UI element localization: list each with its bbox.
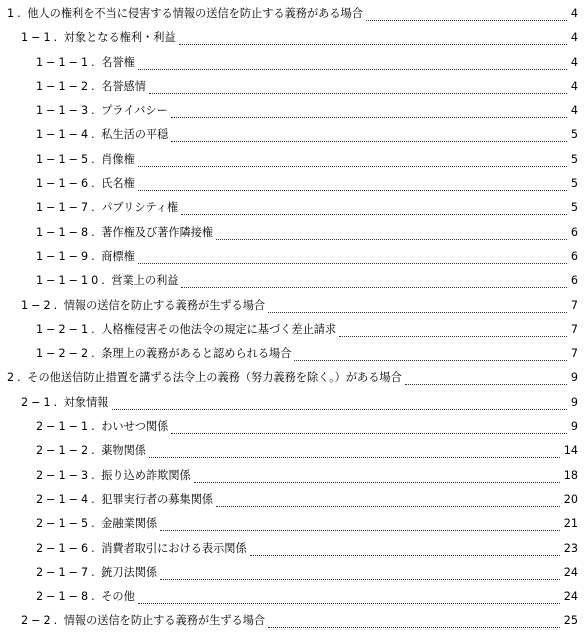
toc-entry-number: 2. [7, 371, 24, 385]
toc-entry-number: 2−1−2. [36, 444, 98, 458]
toc-dot-leader [179, 40, 567, 45]
toc-entry-number: 1−2−1. [36, 322, 98, 336]
toc-entry[interactable] [0, 99, 588, 123]
toc-dot-leader [149, 453, 560, 458]
toc-entry-title: わいせつ関係 [101, 420, 169, 434]
toc-entry[interactable] [0, 512, 588, 536]
toc-entry[interactable] [0, 415, 588, 439]
toc-entry-page-number: 6 [570, 274, 578, 288]
toc-entry-number: 1−1−10. [36, 274, 108, 288]
toc-dot-leader [339, 332, 567, 337]
toc-entry-title: 著作権及び著作隣接権 [101, 225, 214, 239]
toc-entry-number: 1−1−3. [36, 104, 98, 118]
toc-entry-title: 氏名権 [101, 177, 135, 191]
toc-entry-number: 1−2. [21, 298, 61, 312]
toc-entry-number: 1−1−9. [36, 249, 98, 263]
toc-entry[interactable] [0, 391, 588, 415]
toc-dot-leader [171, 137, 567, 142]
toc-entry-number: 1−1−2. [36, 79, 98, 93]
toc-entry-number: 1−2−2. [36, 347, 98, 361]
toc-entry-title: 情報の送信を防止する義務が生ずる場合 [63, 614, 266, 628]
toc-entry-number: 2−1−7. [36, 565, 98, 579]
toc-dot-leader [181, 210, 567, 215]
toc-entry[interactable] [0, 269, 588, 293]
toc-entry-page-number: 5 [570, 177, 578, 191]
toc-entry-number: 2−1−3. [36, 468, 98, 482]
toc-entry-number: 2−1−1. [36, 420, 98, 434]
toc-entry[interactable] [0, 318, 588, 342]
toc-entry-number: 1−1−5. [36, 152, 98, 166]
toc-dot-leader [268, 308, 567, 313]
toc-entry-page-number: 25 [563, 614, 578, 628]
toc-dot-leader [112, 405, 567, 410]
toc-entry[interactable] [0, 585, 588, 609]
toc-entry-title: 薬物関係 [101, 444, 146, 458]
toc-entry-title: 銃刀法関係 [101, 565, 158, 579]
toc-entry-title: 人格権侵害その他法令の規定に基づく差止請求 [101, 322, 337, 336]
toc-entry-page-number: 9 [570, 420, 578, 434]
toc-dot-leader [171, 113, 567, 118]
toc-entry-page-number: 4 [570, 55, 578, 69]
toc-entry[interactable] [0, 123, 588, 147]
toc-entry-title: 他人の権利を不当に侵害する情報の送信を防止する義務がある場合 [27, 7, 363, 20]
toc-entry[interactable] [0, 439, 588, 463]
toc-dot-leader [160, 526, 560, 531]
toc-entry-page-number: 6 [570, 249, 578, 263]
toc-dot-leader [138, 259, 567, 264]
toc-entry-number: 1−1. [21, 31, 61, 45]
toc-entry-title: 商標権 [101, 249, 135, 263]
toc-dot-leader [216, 502, 560, 507]
toc-entry-number: 1. [7, 7, 24, 20]
toc-entry-title: 金融業関係 [101, 517, 158, 531]
toc-entry[interactable] [0, 26, 588, 50]
toc-entry-title: パブリシティ権 [101, 201, 179, 215]
toc-dot-leader [405, 380, 567, 385]
toc-dot-leader [366, 16, 567, 21]
toc-entry-page-number: 9 [570, 371, 578, 385]
toc-entry[interactable] [0, 75, 588, 99]
toc-entry[interactable] [0, 294, 588, 318]
toc-entry[interactable] [0, 148, 588, 172]
toc-dot-leader [294, 356, 566, 361]
toc-entry-title: 消費者取引における表示関係 [101, 541, 247, 555]
toc-entry-title: 条理上の義務があると認められる場合 [101, 347, 292, 361]
toc-entry-number: 2−1. [21, 395, 61, 409]
toc-entry[interactable] [0, 342, 588, 366]
toc-entry-title: 私生活の平穏 [101, 128, 169, 142]
toc-dot-leader [171, 429, 567, 434]
toc-entry-title: 営業上の利益 [111, 274, 179, 288]
toc-entry[interactable] [0, 537, 588, 561]
toc-entry-number: 1−1−4. [36, 128, 98, 142]
toc-entry[interactable] [0, 561, 588, 585]
toc-entry-number: 2−1−5. [36, 517, 98, 531]
toc-entry-title: その他 [101, 590, 135, 604]
toc-entry-page-number: 24 [563, 565, 578, 579]
toc-dot-leader [216, 235, 567, 240]
toc-entry[interactable] [0, 2, 588, 26]
toc-entry[interactable] [0, 488, 588, 512]
toc-entry-number: 1−1−6. [36, 177, 98, 191]
toc-entry-page-number: 7 [570, 322, 578, 336]
toc-entry-number: 1−1−8. [36, 225, 98, 239]
toc-dot-leader [181, 283, 566, 288]
toc-entry[interactable] [0, 245, 588, 269]
toc-entry-number: 1−1−1. [36, 55, 98, 69]
toc-entry-title: 対象となる権利・利益 [63, 31, 176, 45]
toc-entry-number: 2−1−4. [36, 492, 98, 506]
toc-entry-page-number: 23 [563, 541, 578, 555]
toc-entry-title: 対象情報 [63, 395, 109, 409]
toc-entry[interactable] [0, 609, 588, 633]
toc-dot-leader [138, 186, 567, 191]
toc-entry-title: プライバシー [101, 104, 168, 118]
toc-entry-page-number: 4 [570, 79, 578, 93]
toc-entry-page-number: 4 [570, 7, 578, 20]
toc-entry-title: 名誉感情 [101, 79, 146, 93]
toc-dot-leader [268, 623, 560, 628]
toc-entry-title: 情報の送信を防止する義務が生ずる場合 [63, 298, 266, 312]
toc-entry[interactable] [0, 51, 588, 75]
toc-entry-page-number: 4 [570, 104, 578, 118]
toc-entry-page-number: 6 [570, 225, 578, 239]
toc-dot-leader [149, 89, 567, 94]
toc-dot-leader [138, 599, 560, 604]
toc-dot-leader [138, 162, 567, 167]
toc-entry-title: 振り込め詐欺関係 [101, 468, 191, 482]
toc-entry[interactable] [0, 221, 588, 245]
toc-entry-page-number: 5 [570, 128, 578, 142]
toc-dot-leader [250, 551, 560, 556]
toc-entry-title: 名誉権 [101, 55, 135, 69]
toc-entry-number: 2−1−8. [36, 590, 98, 604]
toc-entry-number: 1−1−7. [36, 201, 98, 215]
toc-dot-leader [194, 478, 560, 483]
toc-entry-page-number: 4 [570, 31, 578, 45]
toc-entry-number: 2−1−6. [36, 541, 98, 555]
toc-entry-page-number: 9 [570, 395, 578, 409]
toc-entry-page-number: 5 [570, 152, 578, 166]
toc-entry[interactable] [0, 464, 588, 488]
toc-entry[interactable] [0, 366, 588, 390]
toc-entry[interactable] [0, 196, 588, 220]
toc-dot-leader [138, 65, 567, 70]
toc-entry-page-number: 18 [563, 468, 578, 482]
toc-entry-page-number: 24 [563, 590, 578, 604]
toc-entry-page-number: 21 [563, 517, 578, 531]
toc-entry-page-number: 14 [563, 444, 578, 458]
toc-entry-page-number: 20 [563, 492, 578, 506]
toc-dot-leader [160, 575, 560, 580]
toc-entry-page-number: 5 [570, 201, 578, 215]
toc-entry-page-number: 7 [570, 347, 578, 361]
toc-entry-title: 犯罪実行者の募集関係 [101, 492, 214, 506]
toc-entry-title: その他送信防止措置を講ずる法令上の義務（努力義務を除く。）がある場合 [27, 371, 402, 385]
toc-entry-page-number: 7 [570, 298, 578, 312]
toc-entry[interactable] [0, 172, 588, 196]
toc-entry-title: 肖像権 [101, 152, 135, 166]
toc-entry-number: 2−2. [21, 614, 61, 628]
